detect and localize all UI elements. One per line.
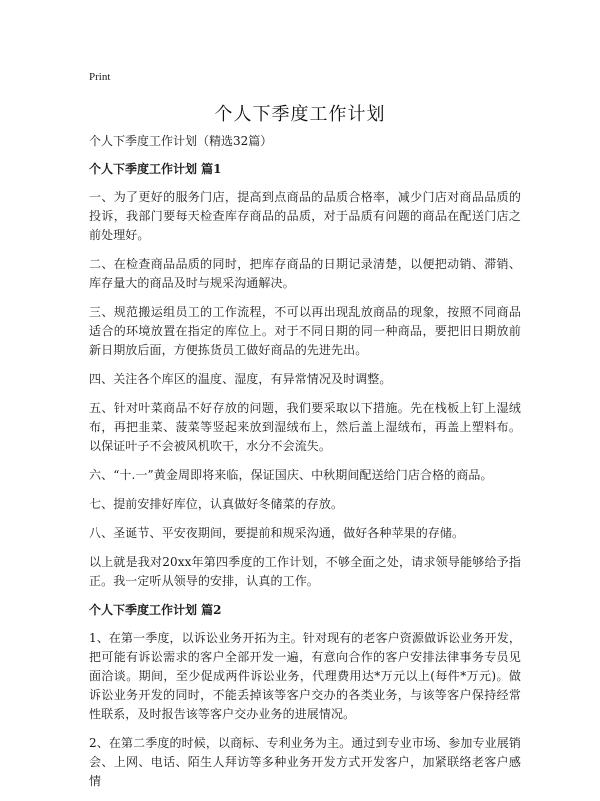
paragraph: 2、在第二季度的时候，以商标、专利业务为主。通过到专业市场、参加专业展销会、上网、电话、陌生人拜访等多种业务开发方式开发客户，加紧联络老客户感情	[89, 736, 521, 788]
document-body	[89, 132, 521, 801]
print-label[interactable]: Print	[89, 71, 111, 83]
paragraph: 二、在检查商品品质的同时，把库存商品的日期记录清楚，以便把动销、滞销、库存量大的商品及时与规采沟通解决。	[89, 257, 521, 290]
section-heading: 个人下季度工作计划 篇1	[89, 162, 222, 176]
paragraph: 1、在第一季度，以诉讼业务开拓为主。针对现有的老客户资源做诉讼业务开发，把可能有诉讼需求的客户全部开发一遍，有意向合作的客户安排法律事务专员见面洽谈。期间，至少促成两件诉讼业务，代理费用达*万元以上(每件*万元)。做诉讼业务开发的同时，不能丢掉该等客户交办的各类业务，与该等客户保持经常性联系，及时报告该等客户交办业务的进展情况。	[89, 631, 521, 721]
document-subtitle: 个人下季度工作计划（精选32篇）	[89, 134, 273, 148]
paragraph: 以上就是我对20xx年第四季度的工作计划，不够全面之处，请求领导能够给予指正。我一定听从领导的安排，认真的工作。	[89, 555, 521, 588]
paragraph: 五、针对叶菜商品不好存放的问题，我们要采取以下措施。先在栈板上钉上湿绒布，再把韭菜、菠菜等竖起来放到湿绒布上，然后盖上湿绒布，再盖上塑料布。以保证叶子不会被风机吹干，水分不会流失。	[89, 401, 521, 453]
paragraph: 三、规范搬运组员工的工作流程，不可以再出现乱放商品的现象，按照不同商品适合的环境放置在指定的库位上。对于不同日期的同一种商品，要把旧日期放前新日期放后面，方便拣货员工做好商品的先进先出。	[89, 305, 521, 357]
paragraph: 四、关注各个库区的温度、湿度，有异常情况及时调整。	[89, 372, 392, 386]
section-heading: 个人下季度工作计划 篇2	[89, 603, 222, 617]
paragraph: 一、为了更好的服务门店，提高到点商品的品质合格率，减少门店对商品品质的投诉，我部门要每天检查库存商品的品质，对于品质有问题的商品在配送门店之前处理好。	[89, 190, 521, 242]
paragraph: 七、提前安排好库位，认真做好冬储菜的存放。	[89, 497, 344, 511]
paragraph: 八、圣诞节、平安夜期间，要提前和规采沟通，做好各种苹果的存储。	[89, 526, 465, 540]
document-title: 个人下季度工作计划	[214, 104, 386, 125]
paragraph: 六、“十.一”黄金周即将来临，保证国庆、中秋期间配送给门店合格的商品。	[89, 468, 493, 482]
